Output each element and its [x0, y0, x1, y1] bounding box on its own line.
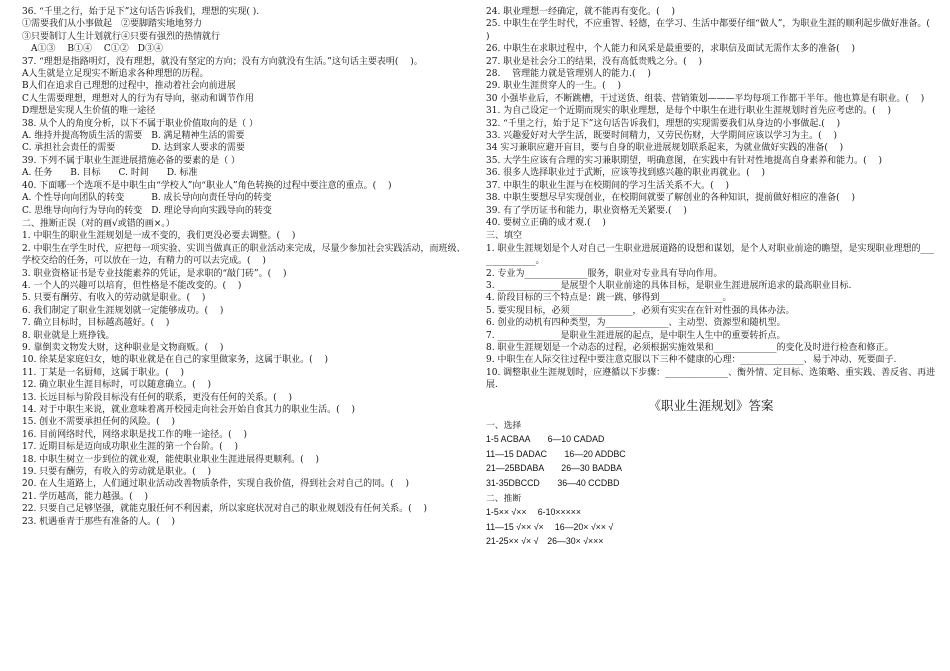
text-line: 11. 丁某是一名厨师，这属于职业。( ): [22, 367, 185, 378]
text-line: 27. 职业是社会分工的结果，没有高低贵贱之分。( ): [486, 56, 703, 67]
text-line: 20. 在人生道路上，人们通过职业活动改善物质条件，实现自我价值，得到社会对自己的同。( ): [22, 479, 410, 490]
answer-line: 31-35DBCCD 36—40 CCDBD: [486, 477, 620, 488]
text-line: 13. 长远目标与阶段目标没有任何的联系，更没有任何的关系。( ): [22, 392, 293, 403]
text-line: ③只要制订人生计划就行④只要有强烈的热情就行: [22, 31, 221, 42]
answer-line: 21-25×× √× √ 26—30× √×××: [486, 536, 604, 547]
text-line: 36. “千里之行，始于足下”这句话告诉我们，理想的实现( ).: [22, 7, 260, 17]
text-line: 25. 中职生在学生时代，不应重智、轻德，在学习、生活中都要仔细“做人”，为职业生涯的顺利起步做好准备。( ): [486, 19, 942, 42]
text-line: 29. 职业生涯贯穿人的一生。( ): [486, 81, 622, 92]
text-line: 24. 职业理想一经确定，就不能再有变化。( ): [486, 7, 676, 17]
answer-line: 1-5×× √×× 6-10×××××: [486, 507, 582, 518]
text-line: C. 承担社会责任的需要 D. 达到家人要求的需要: [22, 143, 245, 154]
text-line: C. 思维导向向行为导向的转变 D. 理论导向向实践导向的转变: [22, 205, 272, 216]
text-line: 9. 靠倒卖文物发大财，这种职业是文物商贩。( ): [22, 342, 224, 353]
text-line: 40. 要树立正确的成才观.( ): [486, 217, 606, 228]
text-line: 4. 阶段目标的三个特点是：跳一跳、够得到______________。: [486, 293, 732, 304]
answer-line: 11—15 √×× √× 16—20× √×× √: [486, 521, 614, 532]
text-line: 39. 下列不属于职业生涯进展措施必备的要素的是（ ）: [22, 155, 241, 166]
text-line: A①③ B①④ C①② D③④: [22, 44, 163, 55]
text-line: 1. 中职生的职业生涯规划是一成不变的，我们更没必要去调整。( ): [22, 231, 296, 242]
text-line: B人们在追求自己理想的过程中，推动着社会向前进展: [22, 81, 236, 92]
text-line: 4. 一个人的兴趣可以培育，但性格是不能改变的。( ): [22, 280, 242, 291]
text-line: A人生就是立足现实不断追求各种理想的历程。: [22, 69, 209, 80]
text-line: 19. 只要有酬劳，有收入的劳动就是职业。( ): [22, 467, 212, 478]
answer-line: 1-5 ACBAA 6—10 CADAD: [486, 434, 605, 445]
text-line: A. 个性导向向团队的转变 B. 成长导向向责任导向的转变: [22, 193, 272, 204]
text-line: 18. 中职生树立一步到位的就业观，能使职业职业生涯进展得更顺利。( ): [22, 454, 320, 465]
text-line: 22. 只要自己足够坚强，就能克服任何不利因素，所以家庭状况对自己的职业规划没有任何关系。( ): [22, 504, 428, 515]
text-line: 21. 学历越高，能力越强。( ): [22, 491, 149, 502]
text-line: A. 任务 B. 目标 C. 时间 D. 标准: [22, 168, 198, 179]
text-line: 9. 中职生在人际交往过程中要注意克服以下三种不健康的心理：______________、易于冲动、死要面子.: [486, 355, 897, 366]
right-column: [486, 6, 942, 667]
answer-line: 二、推断: [486, 492, 522, 503]
text-line: 7. ______________是职业生涯进展的起点，是中职生人生中的重要转折点。: [486, 330, 786, 341]
text-line: 1. 职业生涯规划是个人对自己一生职业进展道路的设想和谋划，是个人对职业前途的瞻望，是实现职业理想的______________。: [486, 243, 934, 267]
text-line: 33. 兴趣爱好对大学生活，既要时间精力，又劳民伤财，大学期间应该以学习为主。( ): [486, 131, 838, 142]
text-line: 3. 职业资格证书是专业技能素养的凭证，是求职的“敲门砖”。( ): [22, 268, 287, 279]
text-line: 8. 职业生涯规划是一个动态的过程，必须根据实施效果和______________的变化及时进行检查和修正。: [486, 342, 894, 353]
text-line: 32. “千里之行，始于足下”这句话告诉我们，理想的实现需要我们从身边的小事做起.( ): [486, 118, 841, 129]
text-line: 28. 管理能力就是管理别人的能力.( ): [486, 69, 651, 80]
text-line: ①需要我们从小事做起 ②要脚踏实地地努力: [22, 19, 203, 30]
text-line: 2. 中职生在学生时代，应把每一项实验、实训当做真正的职业活动来完成，尽量少参加社会实践活动，而班级、学校交给的任务，可以放在一边，有精力的可以去完成。( ): [22, 243, 466, 267]
text-line: 15. 创业不需要承担任何的风险。( ): [22, 417, 176, 428]
text-line: 38. 从个人的角度分析，以下不属于职业价值取向的是（ ）: [22, 118, 259, 129]
text-line: 5. 要实现目标，必须______________，必须有实实在在针对性强的具体办法。: [486, 305, 795, 316]
text-line: 35. 大学生应该有合理的实习兼职期望，明确意图，在实践中有针对性地提高自身素养和能力。( ): [486, 155, 883, 166]
text-line: 26. 中职生在求职过程中，个人能力和风采是最重要的，求职信及面试无需作太多的准备( ): [486, 44, 856, 55]
text-line: 14. 对于中职生来说，就业意味着离开校园走向社会开始自食其力的职业生活。( ): [22, 405, 356, 415]
text-line: 16. 目前网络时代，网络求职是找工作的唯一途径。( ): [22, 429, 248, 440]
text-line: 6. 我们制定了职业生涯规划就一定能够成功。( ): [22, 305, 224, 316]
text-line: 10. 徐某是家庭妇女，她的职业就是在自己的家里做家务，这属于职业。( ): [22, 355, 329, 366]
text-line: 23. 机遇垂青于那些有准备的人。( ): [22, 516, 176, 527]
text-line: 31. 为自己设定一个近期而现实的职业理想，是每个中职生在进行职业生涯规划时首先应考虑的。( ): [486, 106, 892, 117]
text-line: 17. 近期目标是迈向成功职业生涯的第一个台阶。( ): [22, 442, 239, 453]
text-line: 2. 专业为______________服务，职业对专业具有导向作用。: [486, 268, 723, 279]
answer-line: 一、选择: [486, 419, 522, 430]
text-line: D理想是实现人生价值的唯一途径: [22, 106, 156, 117]
answer-line: 11—15 DADAC 16—20 ADDBC: [486, 448, 626, 459]
text-line: C人生需要理想，理想对人的行为有导向，驱动和调节作用: [22, 93, 254, 104]
text-line: 40. 下面哪一个选项不是中职生由“学校人”向“职业人”角色转换的过程中要注意的重点。( ): [22, 180, 392, 191]
text-line: 37. 中职生的职业生涯与在校期间的学习生活关系不大。( ): [486, 180, 730, 191]
text-line: 10. 调整职业生涯规划时，应遵循以下步骤：______________、衡外情、定目标、选策略、重实践、善反省、再进展.: [486, 367, 936, 391]
answer-line: 21—25BDABA 26—30 BADBA: [486, 463, 622, 474]
text-line: 30 小强毕业后，不断跳槽，干过送货、组装、营销策划———平均每项工作都干半年。他也算是有职业。( ): [486, 93, 925, 104]
text-line: 36. 很多人选择职业过于武断，应该等找到感兴趣的职业再就业。( ): [486, 168, 766, 179]
text-line: 7. 确立目标时，目标越高越好。( ): [22, 318, 170, 329]
text-line: 3. ______________是展望个人职业前途的具体目标，是职业生涯进展所追求的最高职业目标.: [486, 280, 852, 291]
text-line: 12. 确立职业生涯目标时，可以随意确立。( ): [22, 380, 212, 391]
text-line: 34 实习兼职应避开盲目，要与自身的职业进展规划联系起来，为就业做好实践的准备( ): [486, 143, 844, 154]
text-line: 8. 职业就是上班挣钱。: [22, 330, 115, 341]
section-heading: 二、推断正误（对的画√或错的画×。）: [22, 218, 175, 229]
text-line: 38. 中职生要想尽早实现创业，在校期间就要了解创业的各种知识，提前做好相应的准备( ): [486, 193, 856, 204]
answers-block: [486, 418, 936, 549]
text-line: A. 维持并提高物质生活的需要 B. 满足精神生活的需要: [22, 131, 245, 142]
text-line: 37. “理想是指路明灯，没有理想，就没有坚定的方向；没有方向就没有生活。”这句话主要表明( )。: [22, 56, 423, 67]
text-line: 39. 有了学历证书和能力，职业资格无关紧要.( ): [486, 205, 687, 216]
text-line: 5. 只要有酬劳、有收入的劳动就是职业。( ): [22, 293, 206, 304]
text-line: 6. 创业的动机有四种类型，为______________、主动型、资源型和随机型。: [486, 318, 786, 329]
left-column: [22, 6, 472, 667]
section-heading: 三、填空: [486, 231, 523, 242]
answers-title: 《职业生涯规划》答案: [648, 397, 774, 413]
